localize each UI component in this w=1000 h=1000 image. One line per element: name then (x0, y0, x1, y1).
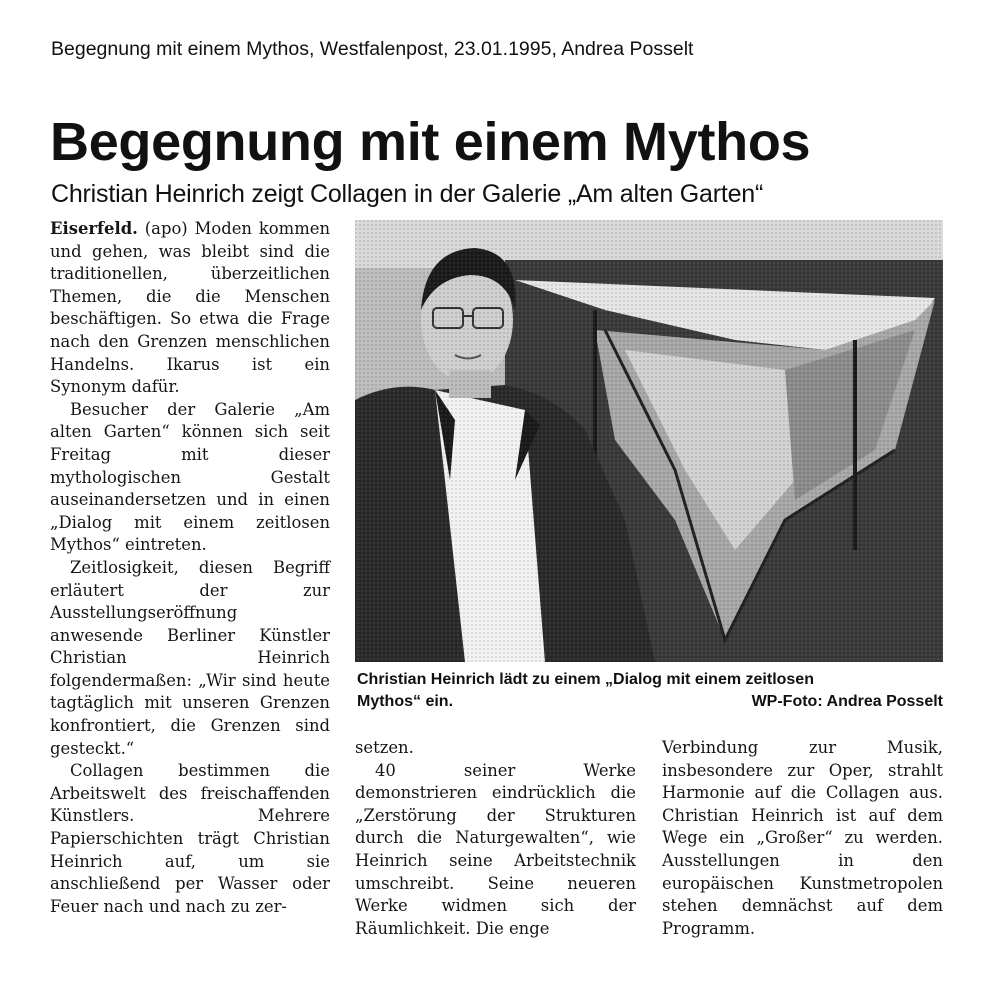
document-caption: Begegnung mit einem Mythos, Westfalenpost, 23.01.1995, Andrea Posselt (51, 38, 694, 60)
article-headline: Begegnung mit einem Mythos (50, 112, 811, 172)
paragraph-6: Verbindung zur Musik, insbesondere zur Oper, strahlt Harmonie auf die Collagen aus. Christian Heinrich ist auf dem Wege ein „Großer“ zu werden. Ausstellungen in den europäischen Kunstmetropolen stehen demnächst auf dem Programm. (662, 738, 943, 938)
article-column-3 (662, 737, 943, 940)
article-photo (355, 220, 943, 662)
lead-paragraph (50, 218, 330, 399)
article-subheadline: Christian Heinrich zeigt Collagen in der Galerie „Am alten Garten“ (51, 180, 764, 208)
paragraph-3: Zeitlosigkeit, diesen Begriff erläutert der zur Ausstellungseröffnung anwesende Berliner Künstler Christian Heinrich folgendermaßen: „Wir sind heute tagtäglich mit unseren Grenzen konfrontiert, die Grenzen sind gesteckt.“ (50, 557, 330, 758)
paragraph-4: Collagen bestimmen die Arbeitswelt des freischaffenden Künstlers. Mehrere Papierschichten trägt Christian Heinrich auf, um sie anschließend per Wasser oder Feuer nach und nach zu zer- (50, 761, 330, 916)
paragraph-5: 40 seiner Werke demonstrieren eindrücklich die „Zerstörung der Strukturen durch die Naturgewalten“, wie Heinrich seine Arbeitstechnik umschreibt. Seine neueren Werke widmen sich der Räumlichkeit. Die enge (355, 760, 636, 938)
photo-caption-line-2: Mythos“ ein. (357, 693, 454, 710)
article-column-2 (355, 737, 636, 940)
photo-caption (357, 669, 943, 713)
photo-caption-row-2 (357, 691, 943, 713)
photo-caption-line-1: Christian Heinrich lädt zu einem „Dialog mit einem zeitlosen (357, 671, 814, 688)
article-column-1 (50, 218, 330, 918)
photo-artist-with-collage (355, 220, 943, 662)
photo-credit: WP-Foto: Andrea Posselt (751, 693, 943, 710)
dateline: Eiserfeld. (50, 219, 138, 238)
paragraph-2: Besucher der Galerie „Am alten Garten“ können sich seit Freitag mit dieser mythologischen Gestalt auseinandersetzen und in einen „Dialog mit einem zeitlosen Mythos“ eintreten. (50, 399, 330, 555)
lead-text: (apo) Moden kommen und gehen, was bleibt sind die traditionellen, überzeitlichen Themen, die die Menschen beschäftigen. So etwa die Frage nach den Grenzen menschlichen Handelns. Ikarus ist ein Synonym dafür. (50, 219, 330, 397)
paragraph-4-continuation: setzen. (355, 738, 414, 757)
